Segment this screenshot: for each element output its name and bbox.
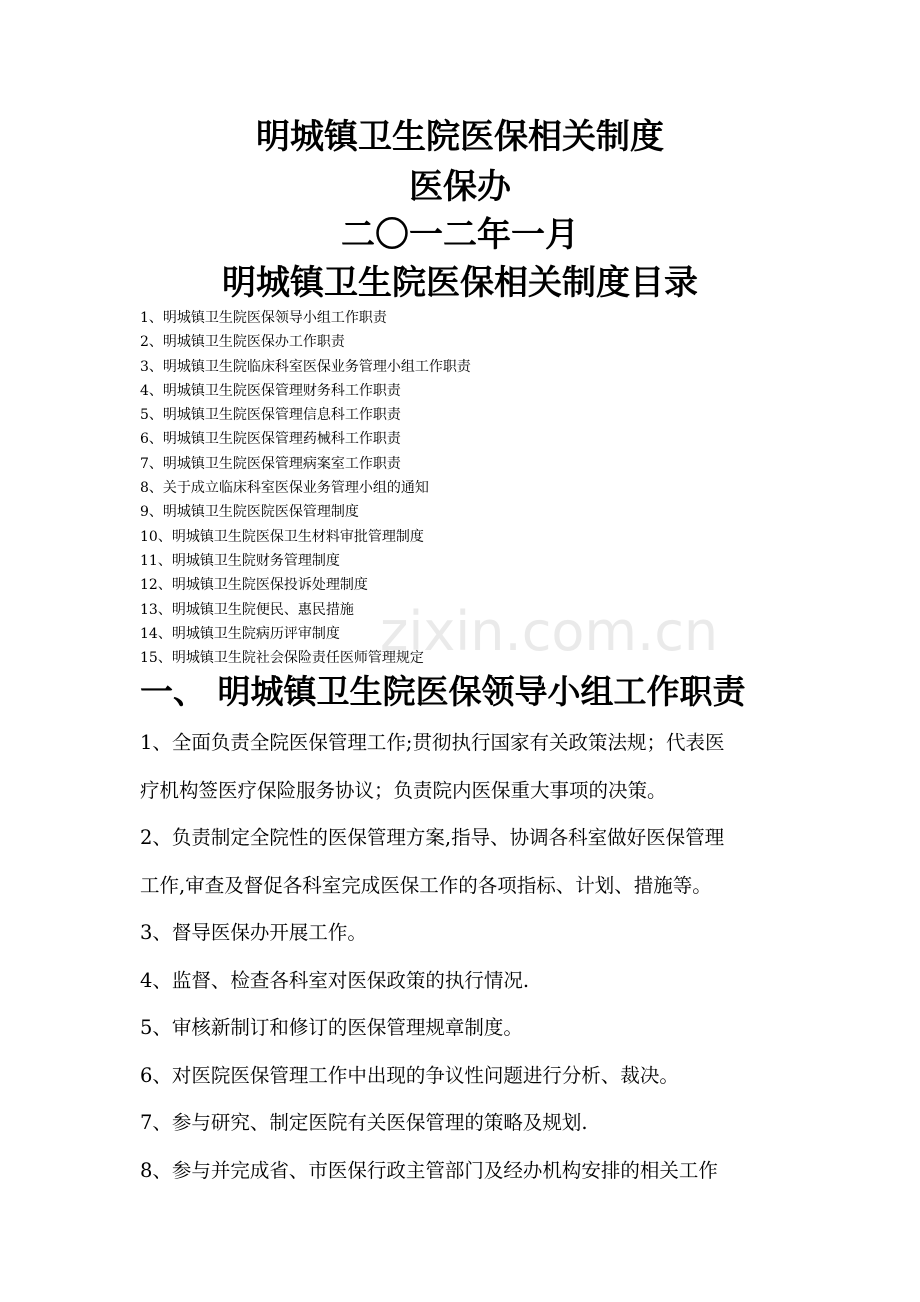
toc-item: 1、明城镇卫生院医保领导小组工作职责 [140, 310, 387, 326]
body-line: 疗机构签医疗保险服务协议；负责院内医保重大事项的决策。 [140, 778, 667, 802]
body-line: 4、监督、检查各科室对医保政策的执行情况. [140, 968, 530, 992]
document-title: 明城镇卫生院医保相关制度 [256, 117, 664, 157]
toc-item: 10、明城镇卫生院医保卫生材料审批管理制度 [140, 528, 424, 545]
body-line: 7、参与研究、制定医院有关医保管理的策略及规划. [140, 1111, 588, 1134]
toc-item: 12、明城镇卫生院医保投诉处理制度 [140, 577, 368, 594]
toc-item: 2、明城镇卫生院医保办工作职责 [140, 334, 345, 351]
body-line: 工作,审查及督促各科室完成医保工作的各项指标、计划、措施等。 [140, 873, 712, 897]
body-line: 8、参与并完成省、市医保行政主管部门及经办机构安排的相关工作 [140, 1158, 718, 1182]
toc-item: 11、明城镇卫生院财务管理制度 [140, 552, 340, 569]
toc-item: 13、明城镇卫生院便民、惠民措施 [140, 601, 354, 618]
body-line: 1、全面负责全院医保管理工作;贯彻执行国家有关政策法规；代表医 [140, 731, 725, 754]
toc-item: 15、明城镇卫生院社会保险责任医师管理规定 [140, 650, 424, 667]
body-line: 5、审核新制订和修订的医保管理规章制度。 [140, 1016, 523, 1039]
watermark: zixin.com.cn [380, 600, 719, 663]
toc-item: 9、明城镇卫生院医院医保管理制度 [140, 504, 359, 521]
body-line: 3、督导医保办开展工作。 [140, 921, 367, 944]
section-body [140, 719, 790, 1194]
body-line: 6、对医院医保管理工作中出现的争议性问题进行分析、裁决。 [140, 1063, 679, 1087]
toc-item: 8、关于成立临床科室医保业务管理小组的通知 [140, 480, 429, 497]
document-date: 二〇一二年一月 [341, 215, 579, 255]
toc-item: 4、明城镇卫生院医保管理财务科工作职责 [140, 382, 401, 399]
toc-item: 3、明城镇卫生院临床科室医保业务管理小组工作职责 [140, 358, 471, 375]
section-heading: 一、 明城镇卫生院医保领导小组工作职责 [140, 672, 746, 711]
toc-item: 6、明城镇卫生院医保管理药械科工作职责 [140, 431, 401, 448]
table-of-contents [140, 306, 471, 670]
toc-item: 7、明城镇卫生院医保管理病案室工作职责 [140, 455, 401, 472]
body-line: 2、负责制定全院性的医保管理方案,指导、协调各科室做好医保管理 [140, 826, 725, 849]
toc-item: 5、明城镇卫生院医保管理信息科工作职责 [140, 407, 401, 424]
toc-item: 14、明城镇卫生院病历评审制度 [140, 625, 340, 642]
toc-title: 明城镇卫生院医保相关制度目录 [222, 263, 698, 303]
office-name: 医保办 [409, 167, 511, 207]
